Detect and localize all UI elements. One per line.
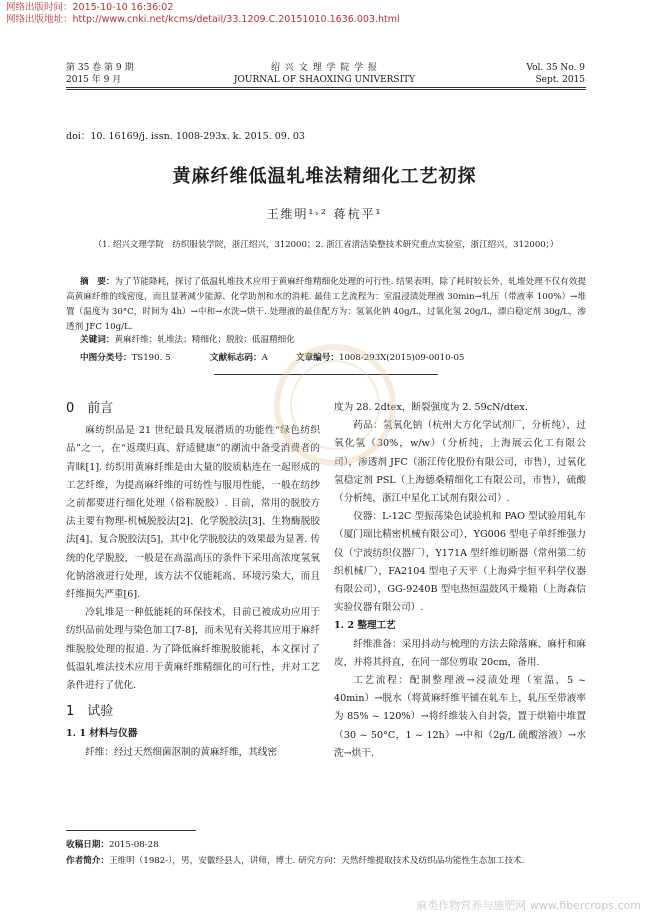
publish-time: 网络出版时间：2015-10-10 16:36:02 [6, 2, 174, 13]
publish-url: 网络出版地址：http://www.cnki.net/kcms/detail/33.1209.C.20151010.1636.003.html [6, 14, 400, 25]
received-date: 收稿日期：2015-08-28 [66, 840, 159, 850]
clc-number: 中图分类号：TS190. 5 [80, 353, 171, 363]
section-experiment-heading: 1 试验 [66, 704, 114, 720]
section-intro-heading: 0 前言 [66, 401, 114, 416]
article-number: 文章编号：1008-293X(2015)09-0010-05 [296, 353, 465, 363]
subsection-process-heading: 1. 2 整理工艺 [334, 620, 396, 632]
abstract [66, 275, 586, 335]
stamp-watermark-icon [270, 340, 400, 470]
journal-issue: Vol. 35 No. 9 Sept. 2015 [526, 63, 585, 85]
doi: doi：10. 16169/j. issn. 1008-293x. k. 2015. 09. 03 [66, 131, 305, 142]
process-paragraph: 工艺流程：配制整理液→浸渍处理（室温，5 ~ 40min）→脱水（将黄麻纤维平铺在轧车上，轧压至带液率为 85% ~ 120%）→将纤维装入自封袋，置于烘箱中堆置（30 ~ 50°C，1 ~ 12h）→中和（2g/L 硫酸溶液）→水洗→烘干. [334, 675, 586, 759]
intro-paragraph-2: 冷轧堆是一种低能耗的环保技术，目前已被成功应用于纺织品前处理与染色加工[7-8]，而未见有关将其应用于麻纤维脱胶处理的报道. 为了降低麻纤维脱胶能耗，本文探讨了低温轧堆法技术应用于黄麻纤维精细化的可行性，并对工艺条件进行了优化. [66, 607, 320, 692]
fiber-paragraph-cont: 度为 28. 2dtex，断裂强度为 2. 59cN/dtex. [334, 402, 528, 413]
keywords-text: 黄麻纤维；轧堆法；精细化；脱胶；低温精细化 [114, 335, 295, 345]
journal-volume: 第 35 卷 第 9 期 2015 年 9 月 [66, 63, 134, 85]
paper-authors: 王维明¹˒² 蒋杭平¹ [266, 207, 383, 221]
keywords-label: 关键词： [80, 335, 115, 345]
document-code: 文献标志码：A [210, 353, 268, 363]
abstract-text: 为了节能降耗，探讨了低温轧堆技术应用于黄麻纤维精细化处理的可行性. 结果表明，除了耗时较长外，轧堆处理不仅有效提高黄麻纤维的线密度，而且显著减少能源、化学助剂和水的消耗. 最佳工艺流程为：室温浸渍处理液 30min→轧压（带液率 100%）→堆置（温度为 30°C，时间为 4h）→中和→水洗→烘干. 处理液的最佳配方为：氢氧化钠 40g/L，过氧化氢 20g/L，漂白稳定剂 30g/L，渗透剂 JFC 10g/L. [66, 277, 586, 332]
paper-title: 黄麻纤维低温轧堆法精细化工艺初探 [172, 166, 477, 187]
intro-paragraph-1: 麻纺织品是 21 世纪最具发展潜质的功能性“绿色纺织品”之一，在“返璞归真、舒适健康”的潮流中备受消费者的青睐[1]. 纺织用黄麻纤维是由大量的胶质粘连在一起形成的工艺纤维，为提高麻纤维的可纺性与服用性能，一般在纺纱之前都要进行细化处理（俗称脱胶）. 目前，常用的脱胶方法主要有物理-机械脱胶法[2]、化学脱胶法[3]、生物酶脱胶法[4]、复合脱胶法[5]，其中化学脱胶法的效果最为显著. 传统的化学脱胶，一般是在高温高压的条件下采用高浓度氢氧化钠溶液进行处理，该方法不仅能耗高、环境污染大，而且纤维损失严重[6]. [66, 425, 320, 601]
site-watermark: 麻类作物营养与施肥网 www.fibercrops.com [416, 899, 641, 912]
journal-name: 绍 兴 文 理 学 院 学 报 JOURNAL OF SHAOXING UNIVERSITY [233, 63, 416, 85]
abstract-label: 摘 要： [80, 277, 115, 287]
instruments-paragraph: 仪器：L-12C 型振荡染色试验机和 PAO 型试验用轧车（厦门瑞比精密机械有限公司），YG006 型电子单纤维强力仪（宁波纺织仪器厂），Y171A 型纤维切断器（常州第二纺织机械厂），FA2104 型电子天平（上海舜宇恒平科学仪器有限公司），GG-9240B 型电热恒温鼓风干燥箱（上海森信实验仪器有限公司）. [334, 511, 586, 614]
fiber-prep-paragraph: 纤维准备：采用抖动与梳理的方法去除落麻、麻杆和麻皮，并将其捋直，在同一部位剪取 20cm，备用. [334, 638, 586, 668]
affiliations: （1. 绍兴文理学院 纺织服装学院，浙江绍兴，312000；2. 浙江省清洁染整技术研究重点实验室，浙江绍兴，312000；） [93, 240, 559, 250]
header-rule-2 [66, 89, 586, 90]
chemicals-paragraph: 药品：氢氧化钠（杭州大方化学试剂厂，分析纯），过氧化氢（30%，w/w）（分析纯，上海展云化工有限公司），渗透剂 JFC（浙江传化股份有限公司，市售），过氧化氢稳定剂 PSL（上海德桑精细化工有限公司，市售），硫酸（分析纯，浙江中星化工试剂有限公司）. [334, 420, 586, 505]
author-bio: 作者简介：王维明（1982-），男，安徽经县人，讲师，博士. 研究方向：天然纤维提取技术及纺织品功能性生态加工技术. [66, 856, 525, 866]
header-rule [66, 87, 586, 88]
fiber-paragraph: 纤维：经过天然细菌沤制的黄麻纤维，其线密 [85, 746, 278, 758]
footnote-rule [66, 830, 196, 831]
subsection-materials-heading: 1. 1 材料与仪器 [66, 728, 138, 740]
